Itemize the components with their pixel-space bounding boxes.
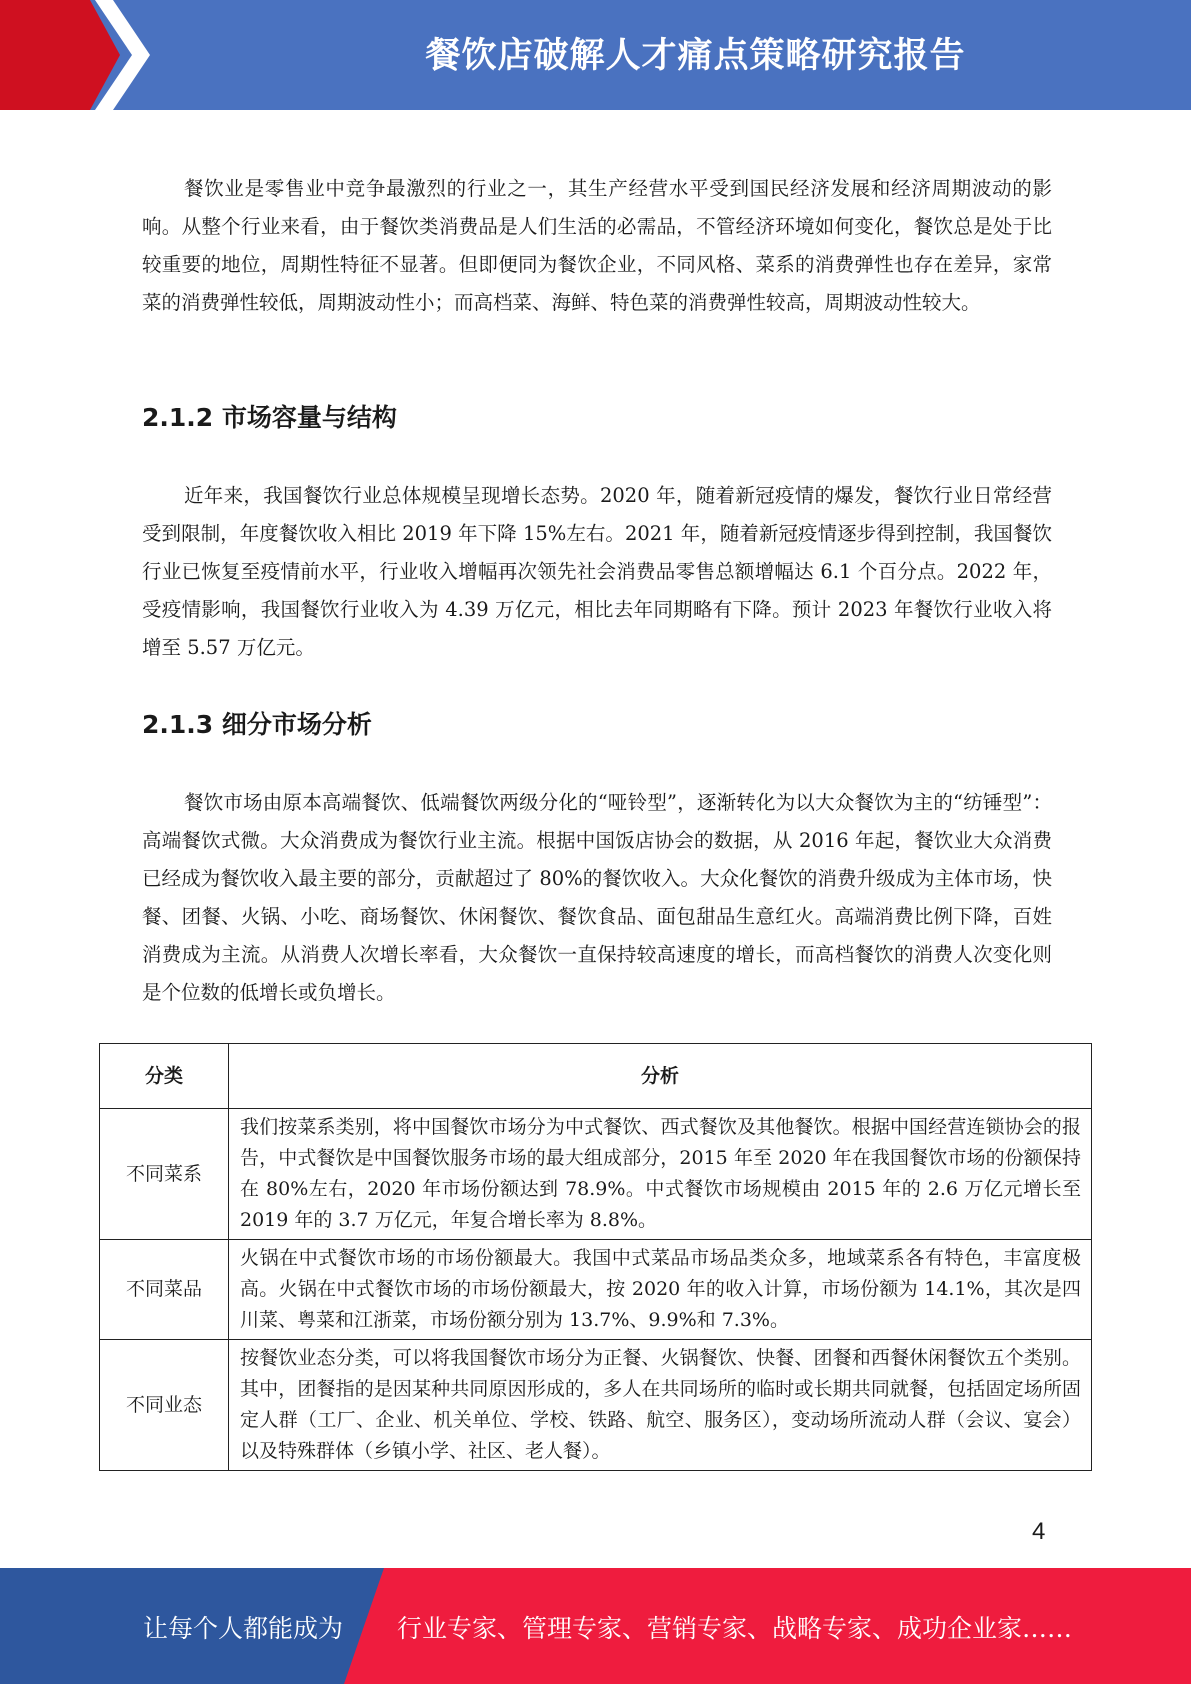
footer-slogan-left: 让每个人都能成为 [143,1614,344,1643]
market-size-paragraph: 近年来，我国餐饮行业总体规模呈现增长态势。2020 年，随着新冠疫情的爆发，餐饮行业日常经营受到限制，年度餐饮收入相比 2019 年下降 15%左右。2021 年，随着新冠疫情逐步得到控制，我国餐饮行业已恢复至疫情前水平，行业收入增幅再次领先社会消费品零售总额增幅达 6.1 个百分点。2022 年，受疫情影响，我国餐饮行业收入为 4.39 万亿元，相比去年同期略有下降。预计 2023 年餐饮行业收入将增至 5.57 万亿元。 [142,484,1052,659]
section-heading-2-1-2: 2.1.2 市场容量与结构 [142,403,397,432]
row-analysis-dishes: 火锅在中式餐饮市场的市场份额最大。我国中式菜品市场品类众多，地域菜系各有特色，丰富度极高。火锅在中式餐饮市场的市场份额最大，按 2020 年的收入计算，市场份额为 14.1%，其次是四川菜、粤菜和江浙菜，市场份额分别为 13.7%、9.9%和 7.3%。 [229,1240,1092,1340]
market-analysis-table [99,1043,1092,1471]
table-row [100,1109,1092,1240]
column-header-analysis: 分析 [229,1044,1092,1109]
column-header-category: 分类 [100,1044,229,1109]
row-category-formats: 不同业态 [100,1340,229,1471]
report-title: 餐饮店破解人才痛点策略研究报告 [425,36,966,76]
footer-slogan-right: 行业专家、管理专家、营销专家、战略专家、成功企业家…… [397,1614,1073,1643]
intro-paragraph: 餐饮业是零售业中竞争最激烈的行业之一，其生产经营水平受到国民经济发展和经济周期波动的影响。从整个行业来看，由于餐饮类消费品是人们生活的必需品，不管经济环境如何变化，餐饮总是处于比较重要的地位，周期性特征不显著。但即便同为餐饮企业，不同风格、菜系的消费弹性也存在差异，家常菜的消费弹性较低，周期波动性小；而高档菜、海鲜、特色菜的消费弹性较高，周期波动性较大。 [142,177,1052,314]
row-category-dishes: 不同菜品 [100,1240,229,1340]
segment-paragraph: 餐饮市场由原本高端餐饮、低端餐饮两级分化的“哑铃型”，逐渐转化为以大众餐饮为主的“纺锤型”：高端餐饮式微。大众消费成为餐饮行业主流。根据中国饭店协会的数据，从 2016 年起，餐饮业大众消费已经成为餐饮收入最主要的部分，贡献超过了 80%的餐饮收入。大众化餐饮的消费升级成为主体市场，快餐、团餐、火锅、小吃、商场餐饮、休闲餐饮、餐饮食品、面包甜品生意红火。高端消费比例下降，百姓消费成为主流。从消费人次增长率看，大众餐饮一直保持较高速度的增长，而高档餐饮的消费人次变化则是个位数的低增长或负增长。 [142,791,1052,1004]
row-category-cuisine: 不同菜系 [100,1109,229,1240]
row-analysis-cuisine: 我们按菜系类别，将中国餐饮市场分为中式餐饮、西式餐饮及其他餐饮。根据中国经营连锁协会的报告，中式餐饮是中国餐饮服务市场的最大组成部分，2015 年至 2020 年在我国餐饮市场的份额保持在 80%左右，2020 年市场份额达到 78.9%。中式餐饮市场规模由 2015 年的 2.6 万亿元增长至 2019 年的 3.7 万亿元，年复合增长率为 8.8%。 [229,1109,1092,1240]
page-number: 4 [1032,1518,1046,1545]
table-row [100,1240,1092,1340]
row-analysis-formats: 按餐饮业态分类，可以将我国餐饮市场分为正餐、火锅餐饮、快餐、团餐和西餐休闲餐饮五个类别。其中，团餐指的是因某种共同原因形成的，多人在共同场所的临时或长期共同就餐，包括固定场所固定人群（工厂、企业、机关单位、学校、铁路、航空、服务区），变动场所流动人群（会议、宴会）以及特殊群体（乡镇小学、社区、老人餐）。 [229,1340,1092,1471]
table-header-row [100,1044,1092,1109]
section-heading-2-1-3: 2.1.3 细分市场分析 [142,710,372,739]
table-row [100,1340,1092,1471]
